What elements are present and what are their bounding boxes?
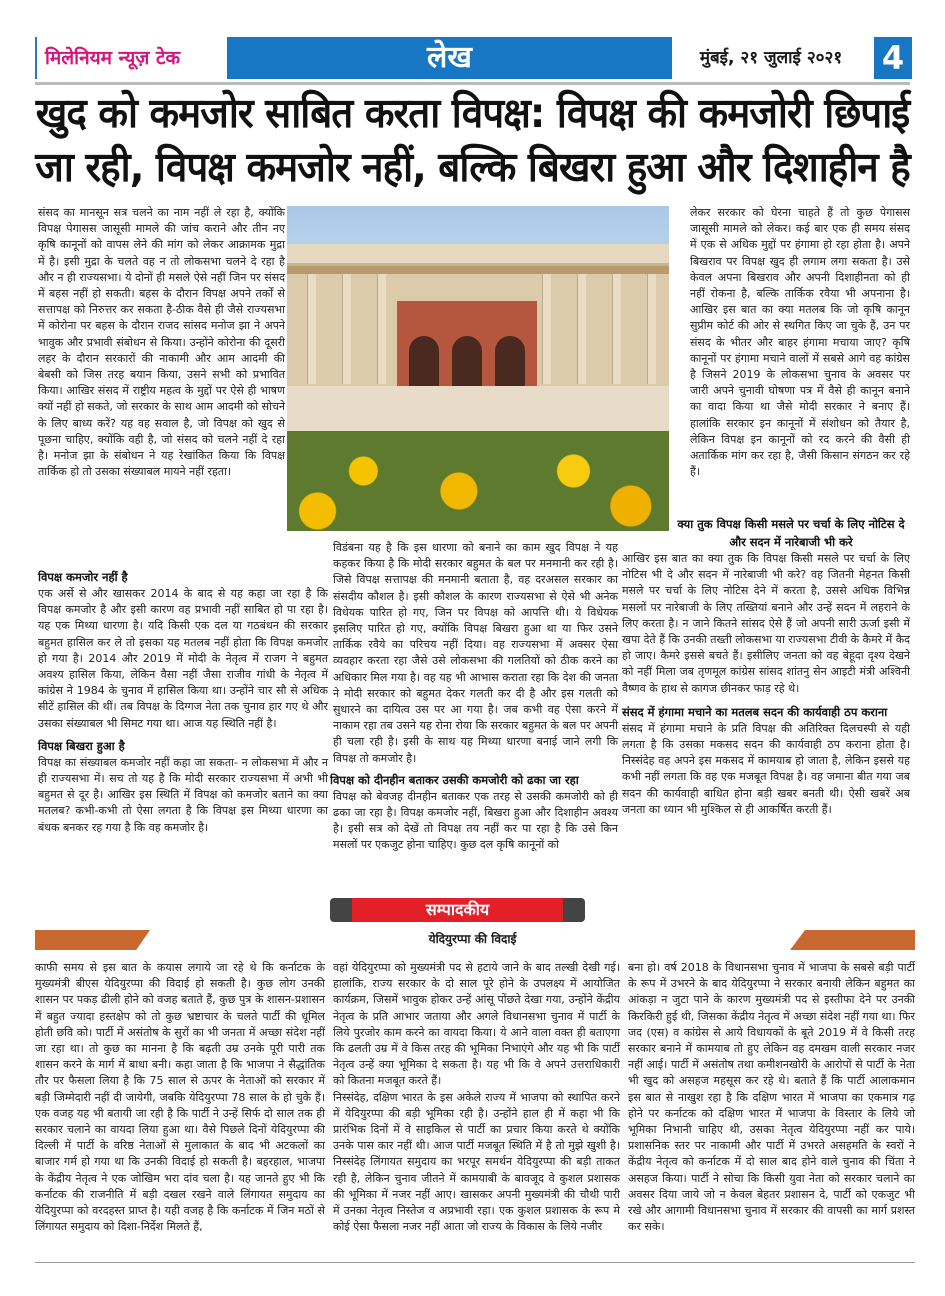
parliament-photo [287, 206, 669, 531]
paragraph: विडंबना यह है कि इस धारणा को बनाने का काम खुद विपक्ष ने यह कहकर किया है कि मोदी सरकार बहुमत के बल पर मनमानी कर रही है। जिसे विपक्ष सत्तापक्ष की मनमानी बताता है, वह दरअसल सरकार का संसदीय कौशल है। इसी कौशल के कारण राज्यसभा से ऐसे भी अनेक विधेयक पारित हो गए, जिन पर विपक्ष को आपत्ति थी। ये विधेयक इसलिए पारित हो गए, क्योंकि विपक्ष बिखरा हुआ था या फिर उसने तार्किक रवैये का परिचय नहीं दिया। वह राज्यसभा में अक्सर ऐसा व्यवहार करता रहा जैसे उसे लोकसभा की गलतियों को ठीक करने का अधिकार मिल गया है। वह यह भी आभास कराता रहा कि देश की जनता ने मोदी सरकार को बहुमत देकर गलती कर दी है और इस गलती को सुधारने का दायित्व उस पर आ गया है। जब कभी वह ऐसा करने में नाकाम रहा तब उसने यह रोना रोया कि सरकार बहुमत के बल पर अपनी ही चला रही है। इसी के साथ यह मिथ्या धारणा बनाई जाने लगी कि विपक्ष तो कमजोर है। [333, 541, 618, 765]
page-number: 4 [870, 37, 912, 79]
editorial-banner [330, 898, 585, 922]
subheading: क्या तुक विपक्ष किसी मसले पर चर्चा के लिए नोटिस दे और सदन में नारेबाजी भी करे [677, 517, 905, 549]
editorial-label: सम्पादकीय [352, 898, 563, 922]
paragraph: एक अर्से से और खासकर 2014 के बाद से यह कहा जा रहा है कि विपक्ष कमजोर है और इसी कारण वह प्रभावी नहीं साबित हो पा रहा है। यह एक मिथ्या धारणा है। यदि किसी एक दल या गठबंधन की सरकार बहुमत हासिल कर ले तो इसका यह मतलब नहीं होता कि विपक्ष कमजोर हो गया है। 2014 और 2019 में मोदी के नेतृत्व में राजग ने बहुमत अवश्य हासिल किया, लेकिन वैसा नहीं जैसा राजीव गांधी के नेतृत्व में कांग्रेस ने 1984 के चुनाव में हासिल किया था। उन्होंने चार सौ से अधिक सीटें हासिल की थीं। तब विपक्ष के दिग्गज नेता तक चुनाव हार गए थे और उसका संख्याबल भी सिमट गया था। आज यह स्थिति नहीं है। [38, 587, 328, 730]
subheading: विपक्ष बिखरा हुआ है [38, 738, 125, 753]
middle-column [330, 540, 618, 854]
paragraph: निस्संदेह, दक्षिण भारत के इस अकेले राज्य में भाजपा को स्थापित करने में येदियुरप्पा की बड़ी भूमिका रही है। उन्होंने हाल ही में कहा भी कि प्रारंभिक दिनों में वे साइकिल से पार्टी का प्रचार किया करते थे क्योंकि उनके पास कार नहीं थी। आज पार्टी मजबूत स्थिति में है तो मुझे खुशी है। निस्संदेह लिंगायत समुदाय का भरपूर समर्थन येदियुरप्पा की बड़ी ताकत रही है, लेकिन चुनाव जीतने में कामयाबी के बावजूद वे कुशल प्रशासक की भूमिका में नजर नहीं आए। खासकर अपनी मुख्यमंत्री की चौथी पारी में उनका नेतृत्व निस्तेज व अप्रभावी रहा। एक कुशल प्रशासक के रूप मे कोई ऐसा फैसला नजर नहीं आता जो राज्य के विकास के लिये नजीर [333, 1090, 620, 1234]
paragraph: वहां येदियुरप्पा को मुख्यमंत्री पद से हटाये जाने के बाद तल्खी देखी गई। हालांकि, राज्य सरकार के दो साल पूरे होने के उपलक्ष्य में आयोजित कार्यक्रम, जिसमें भावुक होकर उन्हें आंसू पोंछते देखा गया, उन्होंने केंद्रीय नेतृत्व के प्रति आभार जताया और अगले विधानसभा चुनाव में पार्टी के लिये पुरजोर काम करने का वायदा किया। ये आने वाला वक्त ही बताएगा कि ढलती उम्र में वे किस तरह की भूमिका निभाएंगे और यह भी कि पार्टी नेतृत्व उन्हें क्या भूमिका दे सकता है। यह भी कि वे अपने उत्तराधिकारी को कितना मजबूत करते हैं। [333, 961, 620, 1088]
section-weak [38, 568, 328, 836]
bottom-divider [35, 1262, 915, 1263]
editorial-column-1: काफी समय से इस बात के कयास लगाये जा रहे थे कि कर्नाटक के मुख्यमंत्री बीएस येदियुरप्पा की विदाई हो सकती है। कुछ लोग उनकी शासन पर पकड़ ढीली होने को वजह बताते हैं, कुछ पुत्र के शासन-प्रशासन में बहुत ज्यादा हस्तक्षेप को तो कुछ भ्रष्टाचार के चलते पार्टी की धूमिल होती छवि को। पार्टी में असंतोष के सुरों का भी जनता में अच्छा संदेश नहीं जा रहा था। तो कुछ का मानना है कि बढ़ती उम्र उनके पूरी पारी तक शासन करने के मार्ग में बाधा बनी। कहा जाता है कि भाजपा ने सैद्धांतिक तौर पर फैसला लिया है कि 75 साल से ऊपर के नेताओं को सरकार में बड़ी जिम्मेदारी नहीं दी जायेगी, जबकि येदियुरप्पा 78 साल के हो चुके हैं। एक वजह यह भी बतायी जा रही है कि पार्टी ने उन्हें सिर्फ दो साल तक ही सरकार चलाने का वायदा लिया हुआ था। वैसे पिछले दिनों येदियुरप्पा की दिल्ली में पार्टी के वरिष्ठ नेताओं से मुलाकात के बाद भी अटकलों का बाजार गर्म हो गया था कि उनकी विदाई हो सकती है। बहरहाल, भाजपा के केंद्रीय नेतृत्व ने एक जोखिम भरा दांव चला है। यह जानते हुए भी कि कर्नाटक की राजनीति में बड़ी दखल रखने वाले लिंगायत समुदाय का येदियुरप्पा को वरदहस्त प्राप्त है। यही वजह है कि कर्नाटक में जिन मठों से लिंगायत समुदाय को दिशा-निर्देश मिलते हैं, [35, 961, 325, 1234]
right-column-bottom [622, 515, 910, 818]
newspaper-logo: मिलेनियम न्यूज़ टेक [45, 47, 181, 69]
decorative-bar-left [35, 930, 150, 950]
subheading: संसद में हंगामा मचाने का मतलब सदन की कार्यवाही ठप कराना [622, 704, 888, 719]
decorative-bar-right [790, 930, 915, 950]
right-column-top: लेकर सरकार को घेरना चाहते हैं तो कुछ पेगासस जासूसी मामले को लेकर। कई बार एक ही समय संसद में एक से अधिक मुद्दों पर हंगामा हो रहा होता है। अपने बिखराव पर विपक्ष खुद ही लगाम लगा सकता है। उसे केवल अपना बिखराव और अपनी दिशाहीनता को ही नहीं रोकना है, बल्कि तार्किक रवैया भी अपनाना है। आखिर इस बात का क्या मतलब कि जो कृषि कानून सुप्रीम कोर्ट की ओर से स्थगित किए जा चुके हैं, उन पर संसद के भीतर और बाहर हंगामा मचाया जाए? कृषि कानूनों पर हंगामा मचाने वालों में सबसे आगे वह कांग्रेस है जिसने 2019 के लोकसभा चुनाव के अवसर पर जारी अपने चुनावी घोषणा पत्र में वैसे ही कानून बनाने का वादा किया था जैसे मोदी सरकार ने बनाए हैं। हालांकि सरकार इन कानूनों में संशोधन को तैयार है, लेकिन विपक्ष इन कानूनों को रद करने की वैसी ही अतार्किक मांग कर रहा है, जैसी किसान संगठन कर रहे हैं। [690, 206, 910, 479]
editorial-title: येदियुरप्पा की विदाई [428, 932, 517, 946]
article-headline: खुद को कमजोर साबित करता विपक्ष: विपक्ष की कमजोरी छिपाई जा रही, विपक्ष कमजोर नहीं, बल्कि बिखरा हुआ और दिशाहीन है [35, 89, 910, 191]
subheading: विपक्ष को दीनहीन बताकर उसकी कमजोरी को ढका जा रहा [330, 772, 579, 787]
section-label: लेख [227, 37, 672, 79]
masthead [35, 37, 910, 79]
editorial-column-3: बना हो। वर्ष 2018 के विधानसभा चुनाव में भाजपा के सबसे बड़ी पार्टी के रूप में उभरने के बाद येदियुरप्पा ने सरकार बनायी लेकिन बहुमत का आंकड़ा न जुटा पाने के कारण मुख्यमंत्री पद से इस्तीफा देने पर उनकी किरकिरी हुई थी, जिसका केंद्रीय नेतृत्व में अच्छा संदेश नहीं गया था। फिर जद (एस) व कांग्रेस से आये विधायकों के बूते 2019 में वे किसी तरह सरकार बनाने में कामयाब तो हुए लेकिन वह दमखम वाली सरकार नजर नहीं आई। पार्टी में असंतोष तथा कमीशनखोरी के आरोपों से पार्टी के नेता भी खुद को असहज महसूस कर रहे थे। बताते हैं कि पार्टी आलाकमान इस बात से नाखुश रहा है कि दक्षिण भारत में भाजपा का एकमात्र गढ़ होने पर कर्नाटक को दक्षिण भारत में भाजपा के विस्तार के लिये जो भूमिका निभानी चाहिए थी, उसका नेतृत्व येदियुरप्पा नहीं कर पाये। प्रशासनिक स्तर पर नाकामी और पार्टी में उभरते असहमति के स्वरों ने केंद्रीय नेतृत्व को कर्नाटक में दो साल बाद होने वाले चुनाव की चिंता ने असहज किया। पार्टी ने सोचा कि किसी युवा नेता को सरकार चलाने का अवसर दिया जाये जो न केवल बेहतर प्रशासन दे, पार्टी को एकजुट भी रखे और आगामी विधानसभा चुनाव में सरकार की वापसी का मार्ग प्रशस्त कर सके। [628, 961, 915, 1234]
editorial-column-2 [333, 960, 620, 1235]
paragraph: आखिर इस बात का क्या तुक कि विपक्ष किसी मसले पर चर्चा के लिए नोटिस भी दे और सदन में नारेबाजी भी करे? वह जितनी मेहनत किसी मसले पर चर्चा के लिए नोटिस देने में करता है, उससे अधिक विभिन्न मसलों पर नारेबाजी के लिए तख्तियां बनाने और उन्हें सदन में लहराने के लिए करता है। न जाने कितने सांसद ऐसे हैं जो अपनी सारी ऊर्जा इसी में खपा देते हैं कि उनकी तख्ती लोकसभा या राज्यसभा टीवी के कैमरे में कैद हो जाए। कैमरे इससे बचते हैं। इसीलिए जनता को वह बेहूदा दृश्य देखने को नहीं मिला जब तृणमूल कांग्रेस सांसद शांतनु सेन आइटी मंत्री अश्विनी वैष्णव के हाथ से कागज छीनकर फाड़ रहे थे। [622, 552, 911, 695]
article-intro: संसद का मानसून सत्र चलने का नाम नहीं ले रहा है, क्योंकि विपक्ष पेगासस जासूसी मामले की जांच कराने और तीन नए कृषि कानूनों को वापस लेने की मांग को लेकर आक्रामक मुद्रा में है। इसी मुद्रा के चलते वह न तो लोकसभा चलने दे रहा है और न ही राज्यसभा। ये दोनों ही मसले ऐसे नहीं जिन पर संसद में बहस नहीं हो सकती। बहस के दौरान विपक्ष अपने तर्कों से सत्तापक्ष को निरुत्तर कर सकता है-ठीक वैसे ही जैसे राज्यसभा में कोरोना पर बहस के दौरान राजद सांसद मनोज झा ने अपने भावुक और प्रभावी संबोधन से किया। उन्होंने कोरोना की दूसरी लहर के दौरान सरकारों की नाकामी और आम आदमी की बेबसी को जिस तरह बयान किया, उसने सभी को प्रभावित किया। आखिर संसद में राष्ट्रीय महत्व के मुद्दों पर ऐसे ही भाषण क्यों नहीं हो सकते, जो सरकार के साथ आम आदमी को सोचने के लिए बाध्य करें? यह वह सवाल है, जो विपक्ष को खुद से पूछना चाहिए, क्योंकि वही है, जो संसद को चलने नहीं दे रहा है। मनोज झा के संबोधन ने यह रेखांकित किया कि विपक्ष तार्किक हो तो उसका संख्याबल मायने नहीं रहता। [38, 206, 285, 479]
paragraph: संसद में हंगामा मचाने के प्रति विपक्ष की अतिरिक्त दिलचस्पी से यही लगता है कि उसका मकसद सदन की कार्यवाही ठप कराना होता है। निस्संदेह वह अपने इस मकसद में कामयाब हो जाता है, लेकिन इससे यह कभी नहीं लगता कि वह एक मजबूत विपक्ष है। वह जमाना बीत गया जब सदन की कार्यवाही बाधित होना बड़ी खबर बनती थी। ऐसी खबरें अब जनता का ध्यान भी मुश्किल से ही आकर्षित करती हैं। [622, 721, 910, 816]
header-divider [35, 82, 910, 85]
issue-date: मुंबई, २१ जुलाई २०२१ [699, 48, 843, 68]
headline-container [30, 86, 915, 202]
paragraph: विपक्ष को बेवजह दीनहीन बताकर एक तरह से उसकी कमजोरी को ही ढका जा रहा है। विपक्ष कमजोर नहीं, बिखरा हुआ और दिशाहीन अवश्य है। इसी सत्र को देखें तो विपक्ष तय नहीं कर पा रहा है कि उसे किन मसलों पर एकजुट होना चाहिए। कुछ दल कृषि कानूनों को [333, 789, 618, 852]
paragraph: विपक्ष का संख्याबल कमजोर नहीं कहा जा सकता- न लोकसभा में और न ही राज्यसभा में। सच तो यह है कि मोदी सरकार राज्यसभा में अभी भी बहुमत से दूर है। आखिर इस स्थिति में विपक्ष को कमजोर बताने का क्या मतलब? कभी-कभी तो ऐसा लगता है कि विपक्ष इस मिथ्या धारणा का बंधक बनकर रह गया है कि वह कमजोर है। [38, 755, 328, 834]
subheading: विपक्ष कमजोर नहीं है [38, 570, 128, 584]
